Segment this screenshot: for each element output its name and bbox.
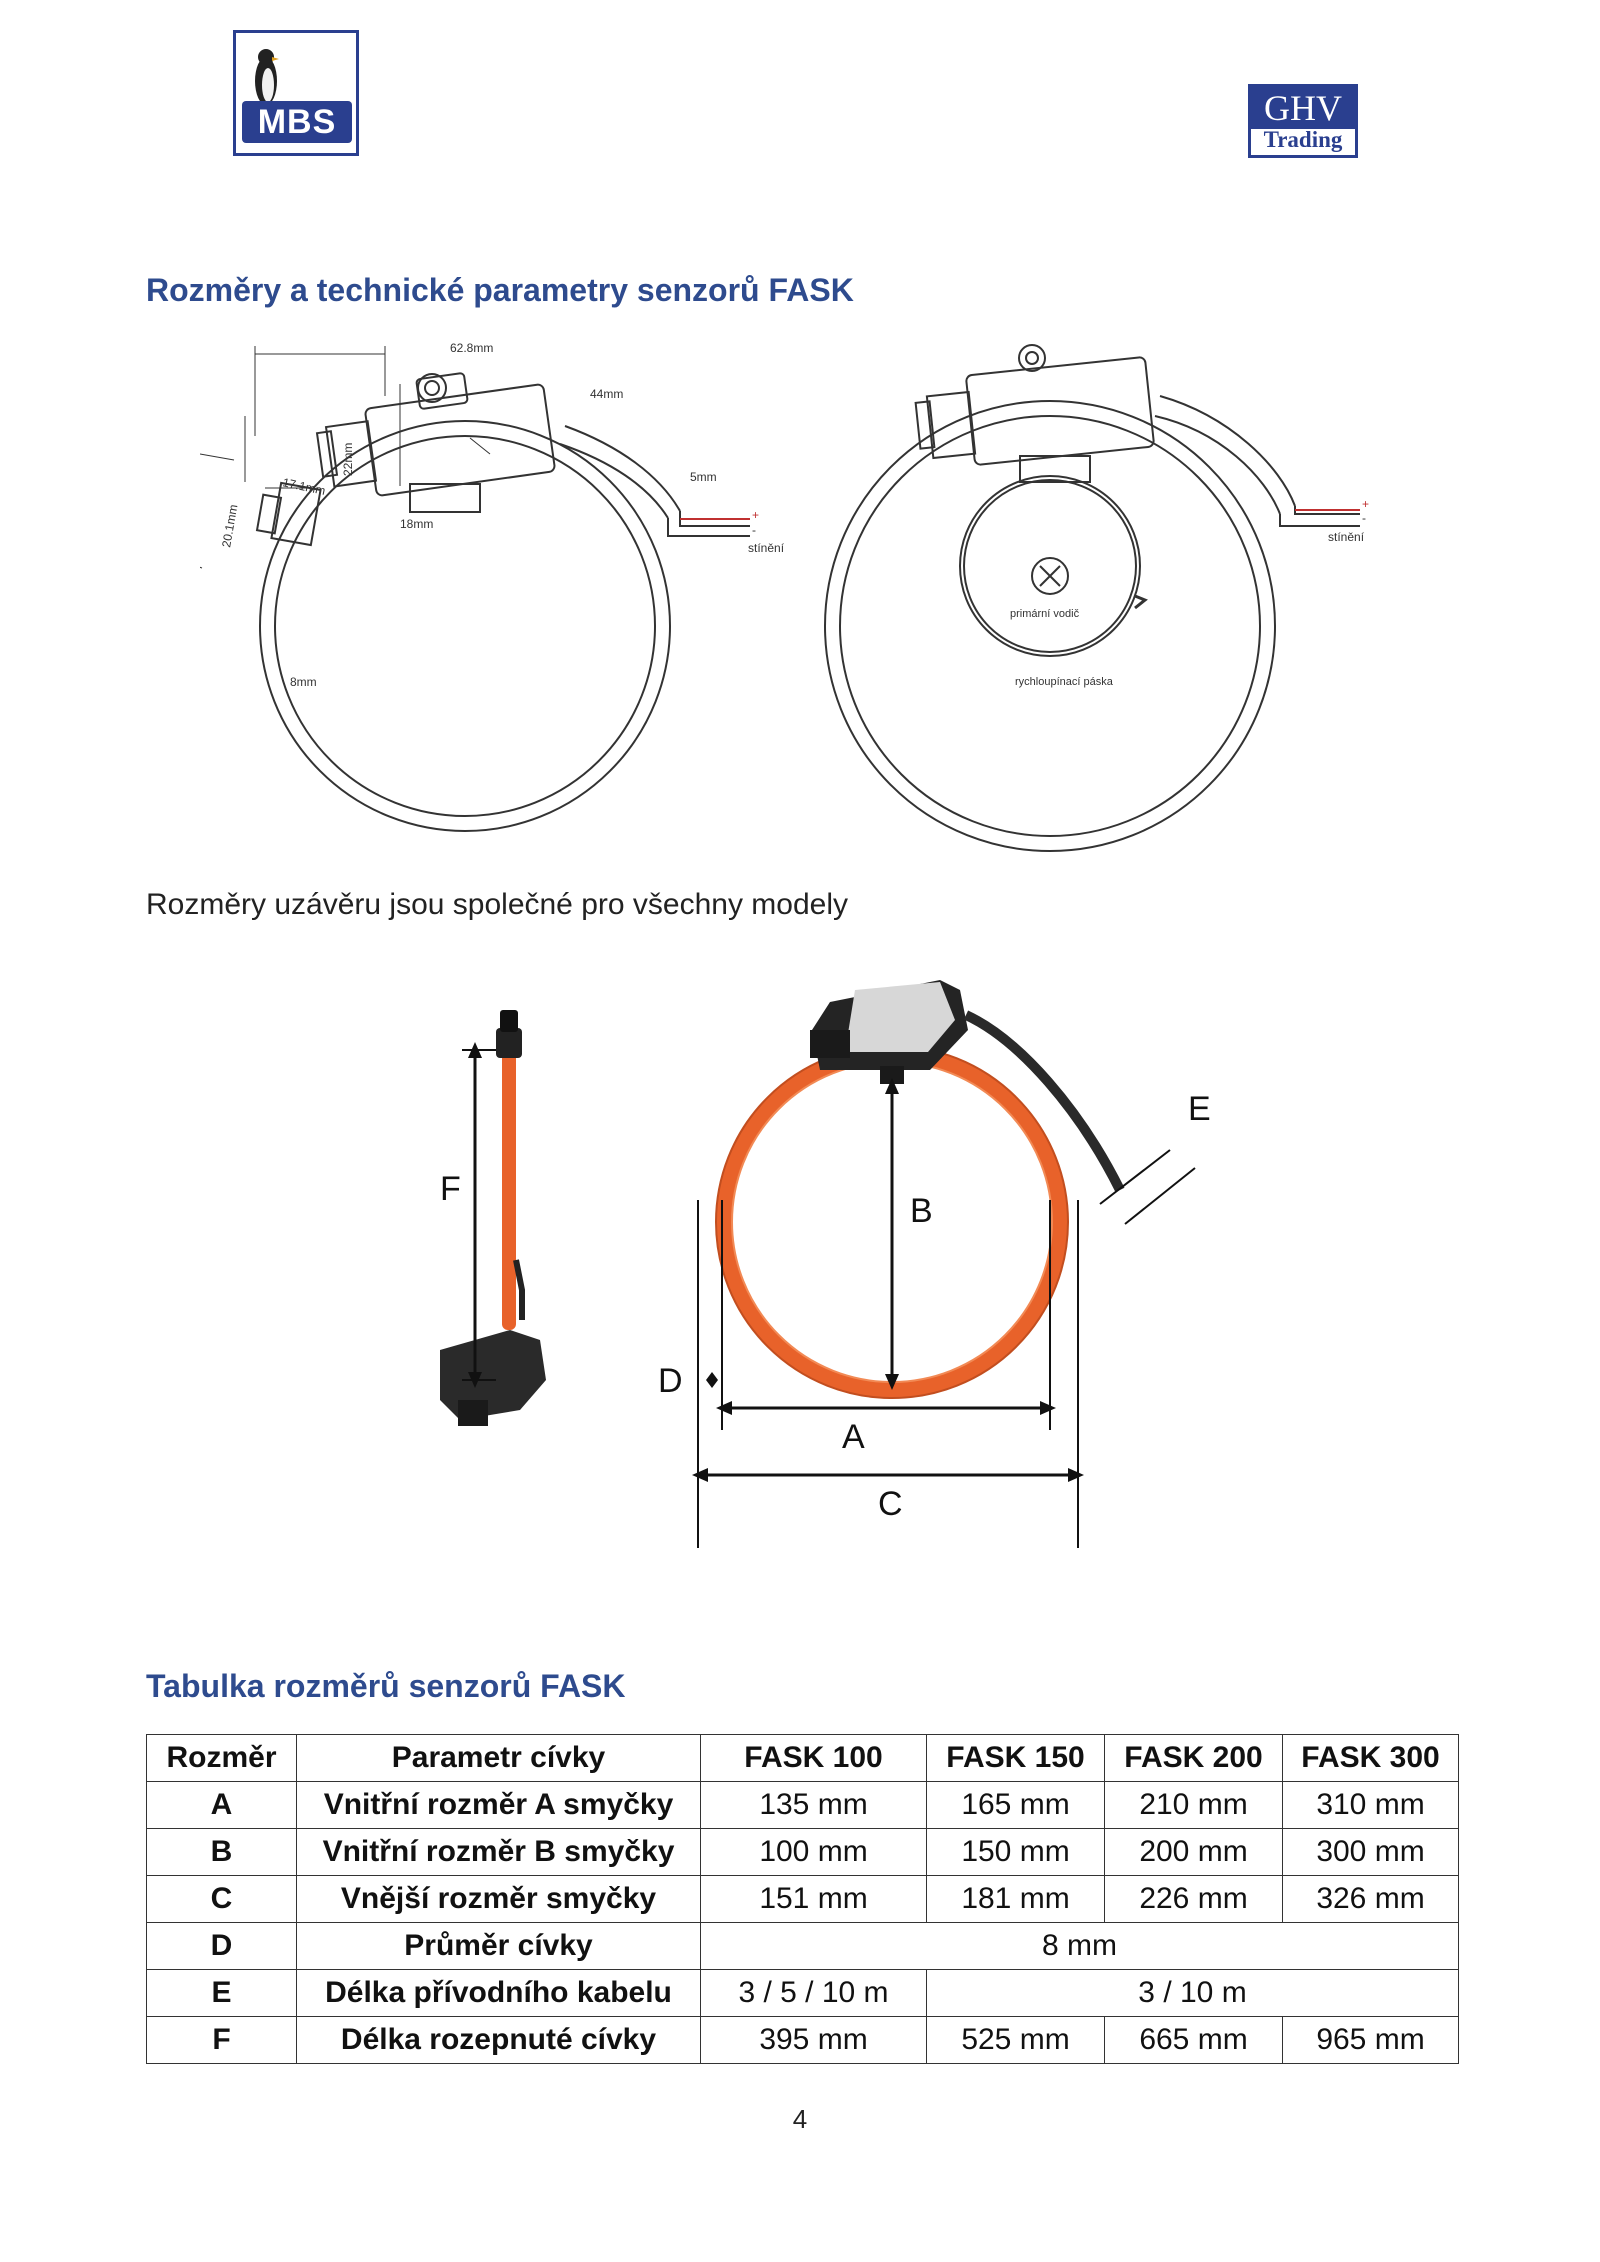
row-dimension: C bbox=[147, 1876, 297, 1923]
table-row bbox=[147, 1923, 1459, 1970]
row-dimension: E bbox=[147, 1970, 297, 2017]
dim-height-label: 44mm bbox=[590, 387, 624, 401]
section-title-dimensions: Rozměry a technické parametry senzorů FASK bbox=[146, 272, 854, 308]
cell-fask-300: 326 mm bbox=[1283, 1876, 1459, 1923]
header-fask-100: FASK 100 bbox=[701, 1735, 927, 1782]
plus-label-right: + bbox=[1362, 497, 1370, 511]
cell-fask-100: 135 mm bbox=[701, 1782, 927, 1829]
row-parameter: Vnitřní rozměr B smyčky bbox=[297, 1829, 701, 1876]
trading-logo-text: Trading bbox=[1263, 127, 1343, 152]
sensor-photo bbox=[400, 960, 1220, 1550]
shield-label-right: stínění bbox=[1328, 530, 1365, 544]
label-d: D bbox=[658, 1362, 683, 1400]
table-header-row bbox=[147, 1735, 1459, 1782]
cell-fask-200: 226 mm bbox=[1105, 1876, 1283, 1923]
cell-fask-300: 310 mm bbox=[1283, 1782, 1459, 1829]
cell-fask-150: 165 mm bbox=[927, 1782, 1105, 1829]
dim-width-label: 62.8mm bbox=[450, 341, 494, 355]
header-fask-150: FASK 150 bbox=[927, 1735, 1105, 1782]
dim-20-label: 20.1mm bbox=[219, 503, 241, 549]
ghv-logo-text: GHV bbox=[1251, 87, 1355, 129]
plus-label-left: + bbox=[752, 508, 760, 522]
cell-fask-200: 665 mm bbox=[1105, 2017, 1283, 2064]
table-row bbox=[147, 1782, 1459, 1829]
row-parameter: Průměr cívky bbox=[297, 1923, 701, 1970]
cell-fask-100: 3 / 5 / 10 m bbox=[701, 1970, 927, 2017]
dimensions-table bbox=[146, 1734, 1459, 2064]
row-dimension: A bbox=[147, 1782, 297, 1829]
cell-fask-200: 200 mm bbox=[1105, 1829, 1283, 1876]
dim-5-label: 5mm bbox=[690, 470, 717, 484]
cell-all-models: 8 mm bbox=[701, 1923, 1459, 1970]
section-title-table: Tabulka rozměrů senzorů FASK bbox=[146, 1668, 626, 1704]
cell-fask-300: 965 mm bbox=[1283, 2017, 1459, 2064]
mbs-logo bbox=[233, 30, 359, 156]
row-dimension: D bbox=[147, 1923, 297, 1970]
label-a: A bbox=[842, 1418, 865, 1456]
technical-drawing bbox=[200, 336, 1400, 866]
mbs-logo-text: MBS bbox=[257, 103, 337, 141]
cell-fask-150: 150 mm bbox=[927, 1829, 1105, 1876]
right-tied-loop bbox=[960, 476, 1140, 656]
page-number: 4 bbox=[792, 2104, 808, 2134]
row-parameter: Vnitřní rozměr A smyčky bbox=[297, 1782, 701, 1829]
shield-label-left: stínění bbox=[748, 541, 785, 555]
cell-fask-300: 300 mm bbox=[1283, 1829, 1459, 1876]
ghv-trading-logo bbox=[1248, 84, 1358, 158]
label-f: F bbox=[440, 1170, 461, 1208]
cell-fask-200: 210 mm bbox=[1105, 1782, 1283, 1829]
label-b: B bbox=[910, 1192, 933, 1230]
row-dimension: B bbox=[147, 1829, 297, 1876]
straight-coil-end bbox=[496, 1028, 522, 1058]
table-row bbox=[147, 1876, 1459, 1923]
row-parameter: Délka přívodního kabelu bbox=[297, 1970, 701, 2017]
dim-22-label: 22mm bbox=[341, 442, 355, 476]
straight-coil bbox=[502, 1030, 516, 1330]
row-parameter: Vnější rozměr smyčky bbox=[297, 1876, 701, 1923]
header-dimension: Rozměr bbox=[147, 1735, 297, 1782]
cell-fask-100: 100 mm bbox=[701, 1829, 927, 1876]
header-fask-300: FASK 300 bbox=[1283, 1735, 1459, 1782]
quick-tape-label: rychloupínací páska bbox=[1015, 676, 1113, 688]
row-parameter: Délka rozepnuté cívky bbox=[297, 2017, 701, 2064]
cell-fask-150: 525 mm bbox=[927, 2017, 1105, 2064]
row-dimension: F bbox=[147, 2017, 297, 2064]
right-housing bbox=[916, 345, 1155, 482]
dim-18-label: 18mm bbox=[400, 517, 434, 531]
caption-common-dimensions: Rozměry uzávěru jsou společné pro všechny modely bbox=[146, 888, 848, 921]
label-e: E bbox=[1188, 1090, 1211, 1128]
left-coil-inner bbox=[275, 436, 655, 816]
header-fask-200: FASK 200 bbox=[1105, 1735, 1283, 1782]
left-housing bbox=[317, 373, 555, 512]
dim-8-label: 8mm bbox=[290, 675, 317, 689]
table-row bbox=[147, 1970, 1459, 2017]
table-row bbox=[147, 1829, 1459, 1876]
table-row bbox=[147, 2017, 1459, 2064]
cell-fask-150-300: 3 / 10 m bbox=[927, 1970, 1459, 2017]
header-parameter: Parametr cívky bbox=[297, 1735, 701, 1782]
cell-fask-150: 181 mm bbox=[927, 1876, 1105, 1923]
minus-label-right: - bbox=[1362, 511, 1366, 525]
cell-fask-100: 395 mm bbox=[701, 2017, 927, 2064]
label-c: C bbox=[878, 1485, 903, 1523]
dim-17-label: 17.1mm bbox=[281, 475, 327, 498]
straight-coil-housing bbox=[440, 1330, 546, 1420]
cell-fask-100: 151 mm bbox=[701, 1876, 927, 1923]
right-coil-outer bbox=[825, 401, 1275, 851]
minus-label-left: - bbox=[752, 523, 756, 537]
primary-conductor-label: primární vodič bbox=[1010, 608, 1080, 620]
